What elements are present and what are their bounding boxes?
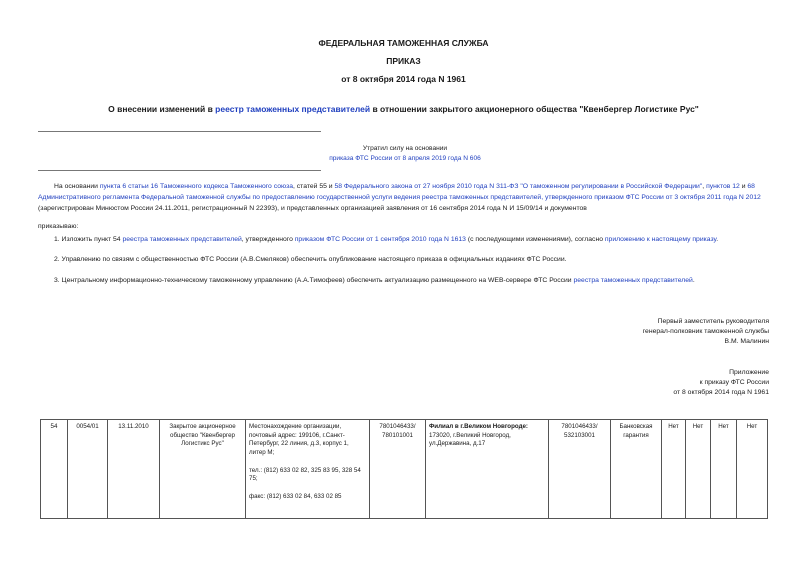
registry-link[interactable]: реестра таможенных представителей	[122, 236, 242, 243]
appendix-header	[469, 368, 769, 398]
cell-flag-1: Нет	[662, 420, 686, 519]
cell-guarantee: Банковская гарантия	[611, 420, 662, 519]
cell-number: 54	[41, 420, 68, 519]
cell-branch	[426, 420, 549, 519]
divider-top	[38, 131, 321, 132]
preamble-text: и	[739, 183, 748, 190]
preamble-text: ,	[702, 183, 707, 190]
customs-code-link[interactable]: пункта 6 статьи 16 Таможенного кодекса Таможенного союза	[99, 183, 293, 190]
doc-type: ПРИКАЗ	[386, 56, 421, 66]
cell-reg-number: 0054/01	[68, 420, 108, 519]
branch-address: 173020, г.Великий Новгород, ул.Державина, д.17	[429, 431, 511, 448]
validity-link[interactable]: приказа ФТС России от 8 апреля 2019 года N 606	[329, 155, 481, 162]
item-text: , утвержденного	[241, 236, 295, 243]
table-row	[41, 420, 768, 519]
cell-date: 13.11.2010	[108, 420, 160, 519]
cell-organization: Закрытое акционерное общество "Квенбергер Логистикс Рус"	[160, 420, 246, 519]
appendix-date: от 8 октября 2014 года N 1961	[673, 389, 769, 396]
validity-note: Утратил силу на основании	[362, 145, 448, 152]
order-item-1	[54, 234, 776, 245]
registry-link[interactable]: реестр таможенных представителей	[215, 104, 371, 114]
preamble-text: , статей 55 и	[292, 183, 335, 190]
item-text: (с последующими изменениями), согласно	[465, 236, 605, 243]
phone-text: тел.: (812) 633 02 82, 325 83 95, 328 54 75;	[249, 466, 361, 483]
fax-text: факс: (812) 633 02 84, 633 02 85	[249, 492, 342, 500]
preamble-paragraph	[38, 181, 776, 214]
registry-link[interactable]: реестра таможенных представителей	[573, 277, 693, 284]
signer-position: Первый заместитель руководителя	[657, 318, 769, 325]
appendix-label: Приложение	[729, 369, 769, 376]
appendix-link[interactable]: приложению к настоящему приказу	[604, 236, 717, 243]
address-text: Местонахождение организации, почтовый адрес: 199106, г.Санкт-Петербург, 22 линия, д.3, корпус 1, литер М;	[249, 423, 349, 457]
cell-flag-3: Нет	[711, 420, 737, 519]
branch-name: Филиал в г.Великом Новгороде:	[429, 423, 528, 430]
cell-address	[246, 420, 370, 519]
doc-date-number: от 8 октября 2014 года N 1961	[341, 74, 466, 84]
registry-table	[40, 419, 768, 519]
cell-branch-inn: 7801046433/ 532103001	[549, 420, 611, 519]
item-text: .	[716, 236, 719, 243]
divider-bottom	[38, 170, 321, 171]
federal-law-link[interactable]: 58 Федерального закона от 27 ноября 2010 года N 311-ФЗ "О таможенном регулировании в Российской Федерации"	[334, 183, 703, 190]
spacer	[249, 458, 366, 467]
signature-block	[469, 317, 769, 347]
agency-name: ФЕДЕРАЛЬНАЯ ТАМОЖЕННАЯ СЛУЖБА	[318, 38, 489, 48]
order-1613-link[interactable]: приказом ФТС России от 1 сентября 2010 года N 1613	[294, 236, 466, 243]
item-text: 1. Изложить пункт 54	[54, 236, 123, 243]
order-item-3	[54, 275, 776, 286]
title-prefix: О внесении изменений в	[108, 104, 216, 114]
page-title	[0, 104, 807, 114]
order-word: приказываю:	[38, 223, 79, 230]
title-suffix: в отношении закрытого акционерного общества "Квенбергер Логистике Рус"	[370, 104, 699, 114]
cell-flag-4: Нет	[737, 420, 768, 519]
preamble-text: (зарегистрирован Минюстом России 24.11.2011, регистрационный N 22393), и представленных организацией заявления от 16 сентября 2014 года N И 15/09/14 и документов	[38, 205, 587, 212]
item-text: 3. Центральному информационно-техническому таможенному управлению (А.А.Тимофеев) обеспечить актуализацию размещенного на WEB-сервере ФТС России	[54, 277, 574, 284]
cell-flag-2: Нет	[686, 420, 711, 519]
signer-rank: генерал-полковник таможенной службы	[642, 328, 769, 335]
preamble-text: На основании	[54, 183, 100, 190]
cell-inn-kpp: 7801046433/ 780101001	[370, 420, 426, 519]
reglament-link[interactable]: 68 Административного регламента Федеральной таможенной службы по предоставлению государственной услуги ведения реестра таможенных представителей, утвержденного приказом ФТС России от 3 октября 2011 года N 2012	[38, 183, 761, 201]
order-item-2: 2. Управлению по связям с общественностью ФТС России (А.В.Смеляков) обеспечить опубликование настоящего приказа в официальных изданиях ФТС России.	[54, 256, 567, 263]
reglament-items-link[interactable]: пунктов 12	[706, 183, 740, 190]
appendix-ref: к приказу ФТС России	[699, 379, 769, 386]
spacer	[249, 484, 366, 493]
item-text: .	[692, 277, 695, 284]
signer-name: В.М. Малинин	[724, 338, 769, 345]
